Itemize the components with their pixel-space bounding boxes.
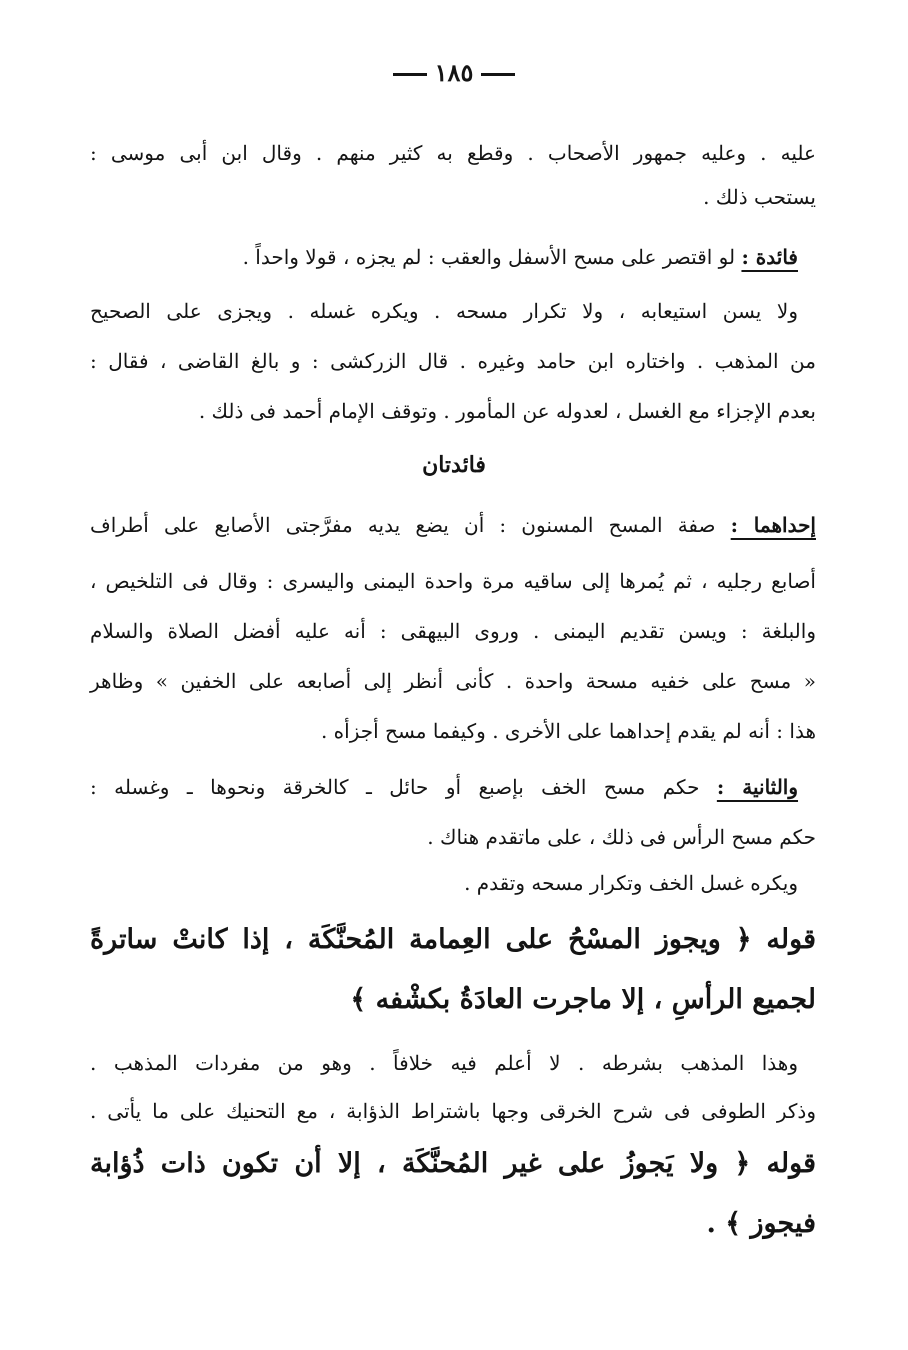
first-text: صفة المسح المسنون : أن يضع يديه مفرَّجتى الأصابع على أطراف	[90, 513, 716, 537]
text-line-13: حكم مسح الرأس فى ذلك ، على ماتقدم هناك .	[427, 825, 816, 849]
text-line-15: قوله ﴿ ويجوز المسْحُ على العِمامة المُحنَّكَة ، إذا كانتْ ساترةً	[90, 924, 816, 955]
text-line-12	[90, 770, 798, 804]
section-heading: فائدتان	[422, 452, 486, 478]
page-number-text: ١٨٥	[434, 58, 474, 87]
text-line-3	[243, 240, 798, 274]
text-line-20: فيجوز ﴾ .	[706, 1208, 816, 1239]
text-line-7	[90, 508, 816, 542]
text-line-17: وهذا المذهب بشرطه . لا أعلم فيه خلافاً . وهو من مفردات المذهب .	[90, 1051, 798, 1075]
text-line-16: لجميع الرأسِ ، إلا ماجرت العادَةُ بكشْفه ﴾	[350, 984, 816, 1015]
note-text: لو اقتصر على مسح الأسفل والعقب : لم يجزه ، قولا واحداً .	[242, 245, 736, 269]
text-line-14: ويكره غسل الخف وتكرار مسحه وتقدم .	[464, 871, 798, 895]
text-line-19: قوله ﴿ ولا يَجوزُ على غير المُحنَّكَة ، إلا أن تكون ذات ذُؤابة	[90, 1148, 816, 1179]
text-line-6: بعدم الإجزاء مع الغسل ، لعدوله عن المأمور . وتوقف الإمام أحمد فى ذلك .	[198, 399, 816, 423]
first-label: إحداهما :	[730, 513, 816, 537]
second-label: والثانية :	[716, 775, 799, 799]
text-line-10: « مسح على خفيه مسحة واحدة . كأنى أنظر إلى أصابعه على الخفين » وظاهر	[90, 669, 816, 693]
text-line-2: يستحب ذلك .	[703, 185, 816, 209]
second-text: حكم مسح الخف بإصبع أو حائل ـ كالخرقة ونحوها ـ وغسله :	[90, 775, 700, 799]
page-number	[0, 58, 908, 87]
text-line-18: وذكر الطوفى فى شرح الخرقى وجها باشتراط الذؤابة ، مع التحنيك على ما يأتى .	[90, 1099, 816, 1123]
text-line-8: أصابع رجليه ، ثم يُمرها إلى ساقيه مرة واحدة اليمنى واليسرى : وقال فى التلخيص ،	[90, 569, 816, 593]
text-line-9: والبلغة : ويسن تقديم اليمنى . وروى البيهقى : أنه عليه أفضل الصلاة والسلام	[90, 619, 816, 643]
note-label: فائدة :	[741, 245, 798, 269]
text-line-11: هذا : أنه لم يقدم إحداهما على الأخرى . وكيفما مسح أجزأه .	[320, 719, 816, 743]
text-line-5: من المذهب . واختاره ابن حامد وغيره . قال الزركشى : و بالغ القاضى ، فقال :	[90, 349, 816, 373]
page-number-dash-right	[481, 73, 515, 76]
page-number-dash-left	[393, 73, 427, 76]
text-line-1: عليه . وعليه جمهور الأصحاب . وقطع به كثير منهم . وقال ابن أبى موسى :	[90, 141, 816, 165]
text-line-4: ولا يسن استيعابه ، ولا تكرار مسحه . ويكره غسله . ويجزى على الصحيح	[90, 299, 798, 323]
